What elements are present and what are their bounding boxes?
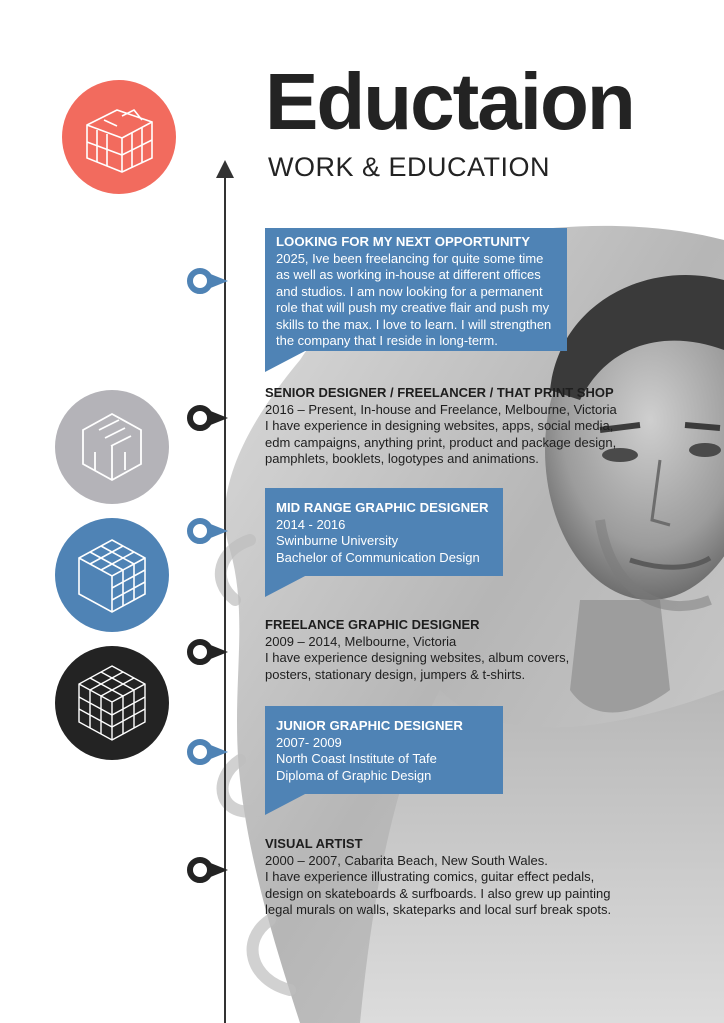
entry-line: and studios. I am now looking for a permanent bbox=[276, 283, 543, 299]
entry-line: 2016 – Present, In-house and Freelance, Melbourne, Victoria bbox=[265, 401, 617, 417]
timeline-marker-1 bbox=[186, 267, 230, 295]
timeline-entry-junior-designer bbox=[265, 706, 503, 794]
isometric-house-icon bbox=[62, 80, 176, 194]
timeline-entry-visual-artist bbox=[265, 836, 611, 919]
entry-line: I have experience designing websites, album covers, bbox=[265, 650, 570, 665]
rubiks-cube-icon bbox=[55, 646, 169, 760]
entry-heading: JUNIOR GRAPHIC DESIGNER bbox=[276, 718, 463, 733]
entry-line: 2025, Ive been freelancing for quite some time bbox=[276, 250, 544, 266]
timeline-entry-freelance-designer bbox=[265, 617, 569, 683]
timeline-marker-5 bbox=[186, 738, 230, 766]
entry-heading: LOOKING FOR MY NEXT OPPORTUNITY bbox=[276, 234, 530, 249]
entry-line: North Coast Institute of Tafe bbox=[276, 751, 437, 766]
timeline-marker-3 bbox=[186, 517, 230, 545]
entry-line: I have experience in designing websites, apps, social media, bbox=[265, 418, 614, 433]
timeline-entry-next-opportunity bbox=[265, 228, 567, 351]
timeline-entry-mid-range-designer bbox=[265, 488, 503, 576]
entry-line: pamphlets, booklets, logotypes and animations. bbox=[265, 451, 539, 466]
entry-line: Diploma of Graphic Design bbox=[276, 767, 432, 783]
entry-line: design on skateboards & surfboards. I also grew up painting bbox=[265, 885, 611, 901]
entry-line: 2009 – 2014, Melbourne, Victoria bbox=[265, 633, 457, 649]
timeline-entry-senior-designer bbox=[265, 385, 617, 468]
entry-line: edm campaigns, anything print, product and package design, bbox=[265, 434, 617, 450]
hexagon-cube-icon bbox=[55, 390, 169, 504]
entry-line: Swinburne University bbox=[276, 533, 399, 548]
timeline-marker-4 bbox=[186, 638, 230, 666]
entry-heading: MID RANGE GRAPHIC DESIGNER bbox=[276, 500, 489, 515]
entry-line: 2007- 2009 bbox=[276, 734, 342, 750]
callout-tail bbox=[265, 350, 307, 372]
entry-line: I have experience illustrating comics, guitar effect pedals, bbox=[265, 869, 595, 884]
timeline-marker-6 bbox=[186, 856, 230, 884]
entry-line: Bachelor of Communication Design bbox=[276, 549, 480, 565]
entry-heading: SENIOR DESIGNER / FREELANCER / THAT PRINT SHOP bbox=[265, 385, 614, 400]
callout-tail bbox=[265, 575, 307, 597]
entry-line: the company that I reside in long-term. bbox=[276, 333, 498, 348]
entry-heading: FREELANCE GRAPHIC DESIGNER bbox=[265, 617, 480, 632]
callout-tail bbox=[265, 793, 307, 815]
page-subtitle: WORK & EDUCATION bbox=[268, 152, 551, 182]
timeline-marker-2 bbox=[186, 404, 230, 432]
entry-line: 2000 – 2007, Cabarita Beach, New South Wales. bbox=[265, 852, 548, 868]
entry-line: role that will push my creative flair and push my bbox=[276, 300, 550, 315]
cube-grid-icon bbox=[55, 518, 169, 632]
entry-line: as well as working in-house at different offices bbox=[276, 267, 541, 282]
entry-line: skills to the max. I love to learn. I will strengthen bbox=[276, 316, 552, 332]
page-title: Eductaion bbox=[265, 57, 634, 146]
entry-line: posters, stationary design, jumpers & t-shirts. bbox=[265, 666, 526, 682]
entry-line: 2014 - 2016 bbox=[276, 516, 346, 532]
entry-heading: VISUAL ARTIST bbox=[265, 836, 363, 851]
timeline-line bbox=[224, 175, 226, 1023]
entry-line: legal murals on walls, skateparks and local surf break spots. bbox=[265, 902, 612, 917]
